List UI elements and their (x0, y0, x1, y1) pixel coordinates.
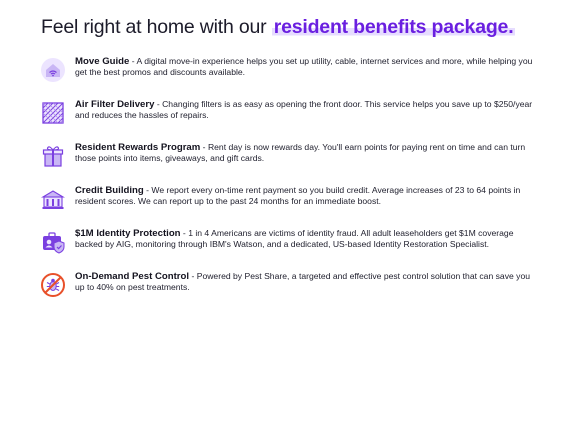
benefits-list (40, 55, 540, 313)
identity-protection-icon (40, 229, 66, 255)
benefit-title: On-Demand Pest Control (75, 271, 190, 282)
gift-icon (40, 143, 66, 169)
benefit-title: Resident Rewards Program (75, 142, 201, 153)
benefit-resident-rewards (40, 141, 540, 184)
benefit-title: Credit Building (75, 185, 144, 196)
benefit-body: We report every on-time rent payment so you build credit. Average increases of 23 to 64 points in resident scores. We can report up to the past 24 months for an immediate boost. (75, 185, 521, 207)
benefit-text (75, 99, 537, 121)
benefit-identity-protection (40, 227, 540, 270)
benefit-title: Air Filter Delivery (75, 99, 155, 110)
headline-prefix: Feel right at home with our (41, 16, 272, 38)
benefit-body: A digital move-in experience helps you set up utility, cable, internet services and more, while helping you get the best promos and discounts available. (75, 56, 533, 78)
benefit-body: Powered by Pest Share, a targeted and effective pest control solution that can save you up to 40% on pest treatments. (75, 271, 531, 293)
benefit-title: $1M Identity Protection (75, 228, 181, 239)
benefit-title: Move Guide (75, 56, 130, 67)
benefit-body: 1 in 4 Americans are victims of identity fraud. All adult leaseholders get $1M coverage backed by AIG, monitoring through IBM's Watson, and a dedicated, US-based Identity Restoration Specialist. (75, 228, 514, 250)
benefit-separator: - (154, 99, 163, 109)
pest-control-icon (40, 272, 66, 298)
benefit-body: Rent day is now rewards day. You'll earn points for paying rent on time and can turn those points into items, giveaways, and gift cards. (75, 142, 526, 164)
benefit-pest-control (40, 270, 540, 313)
benefit-separator: - (200, 142, 208, 152)
house-wifi-icon (40, 57, 66, 83)
benefit-text (75, 56, 537, 78)
air-filter-icon (40, 100, 66, 126)
benefit-text (75, 185, 537, 207)
benefit-move-guide (40, 55, 540, 98)
page-title (41, 16, 561, 39)
credit-building-icon (40, 186, 66, 212)
benefit-separator: - (143, 185, 152, 195)
headline-accent: resident benefits package. (273, 16, 514, 38)
benefit-credit-building (40, 184, 540, 227)
benefit-separator: - (129, 56, 137, 66)
benefit-air-filter (40, 98, 540, 141)
benefit-separator: - (180, 228, 189, 238)
benefit-body: Changing filters is as easy as opening the front door. This service helps you save up to $250/year and reduces the hassles of repairs. (75, 99, 533, 121)
benefit-text (75, 142, 537, 164)
benefit-text (75, 271, 537, 293)
benefit-text (75, 228, 537, 250)
benefit-separator: - (189, 271, 197, 281)
